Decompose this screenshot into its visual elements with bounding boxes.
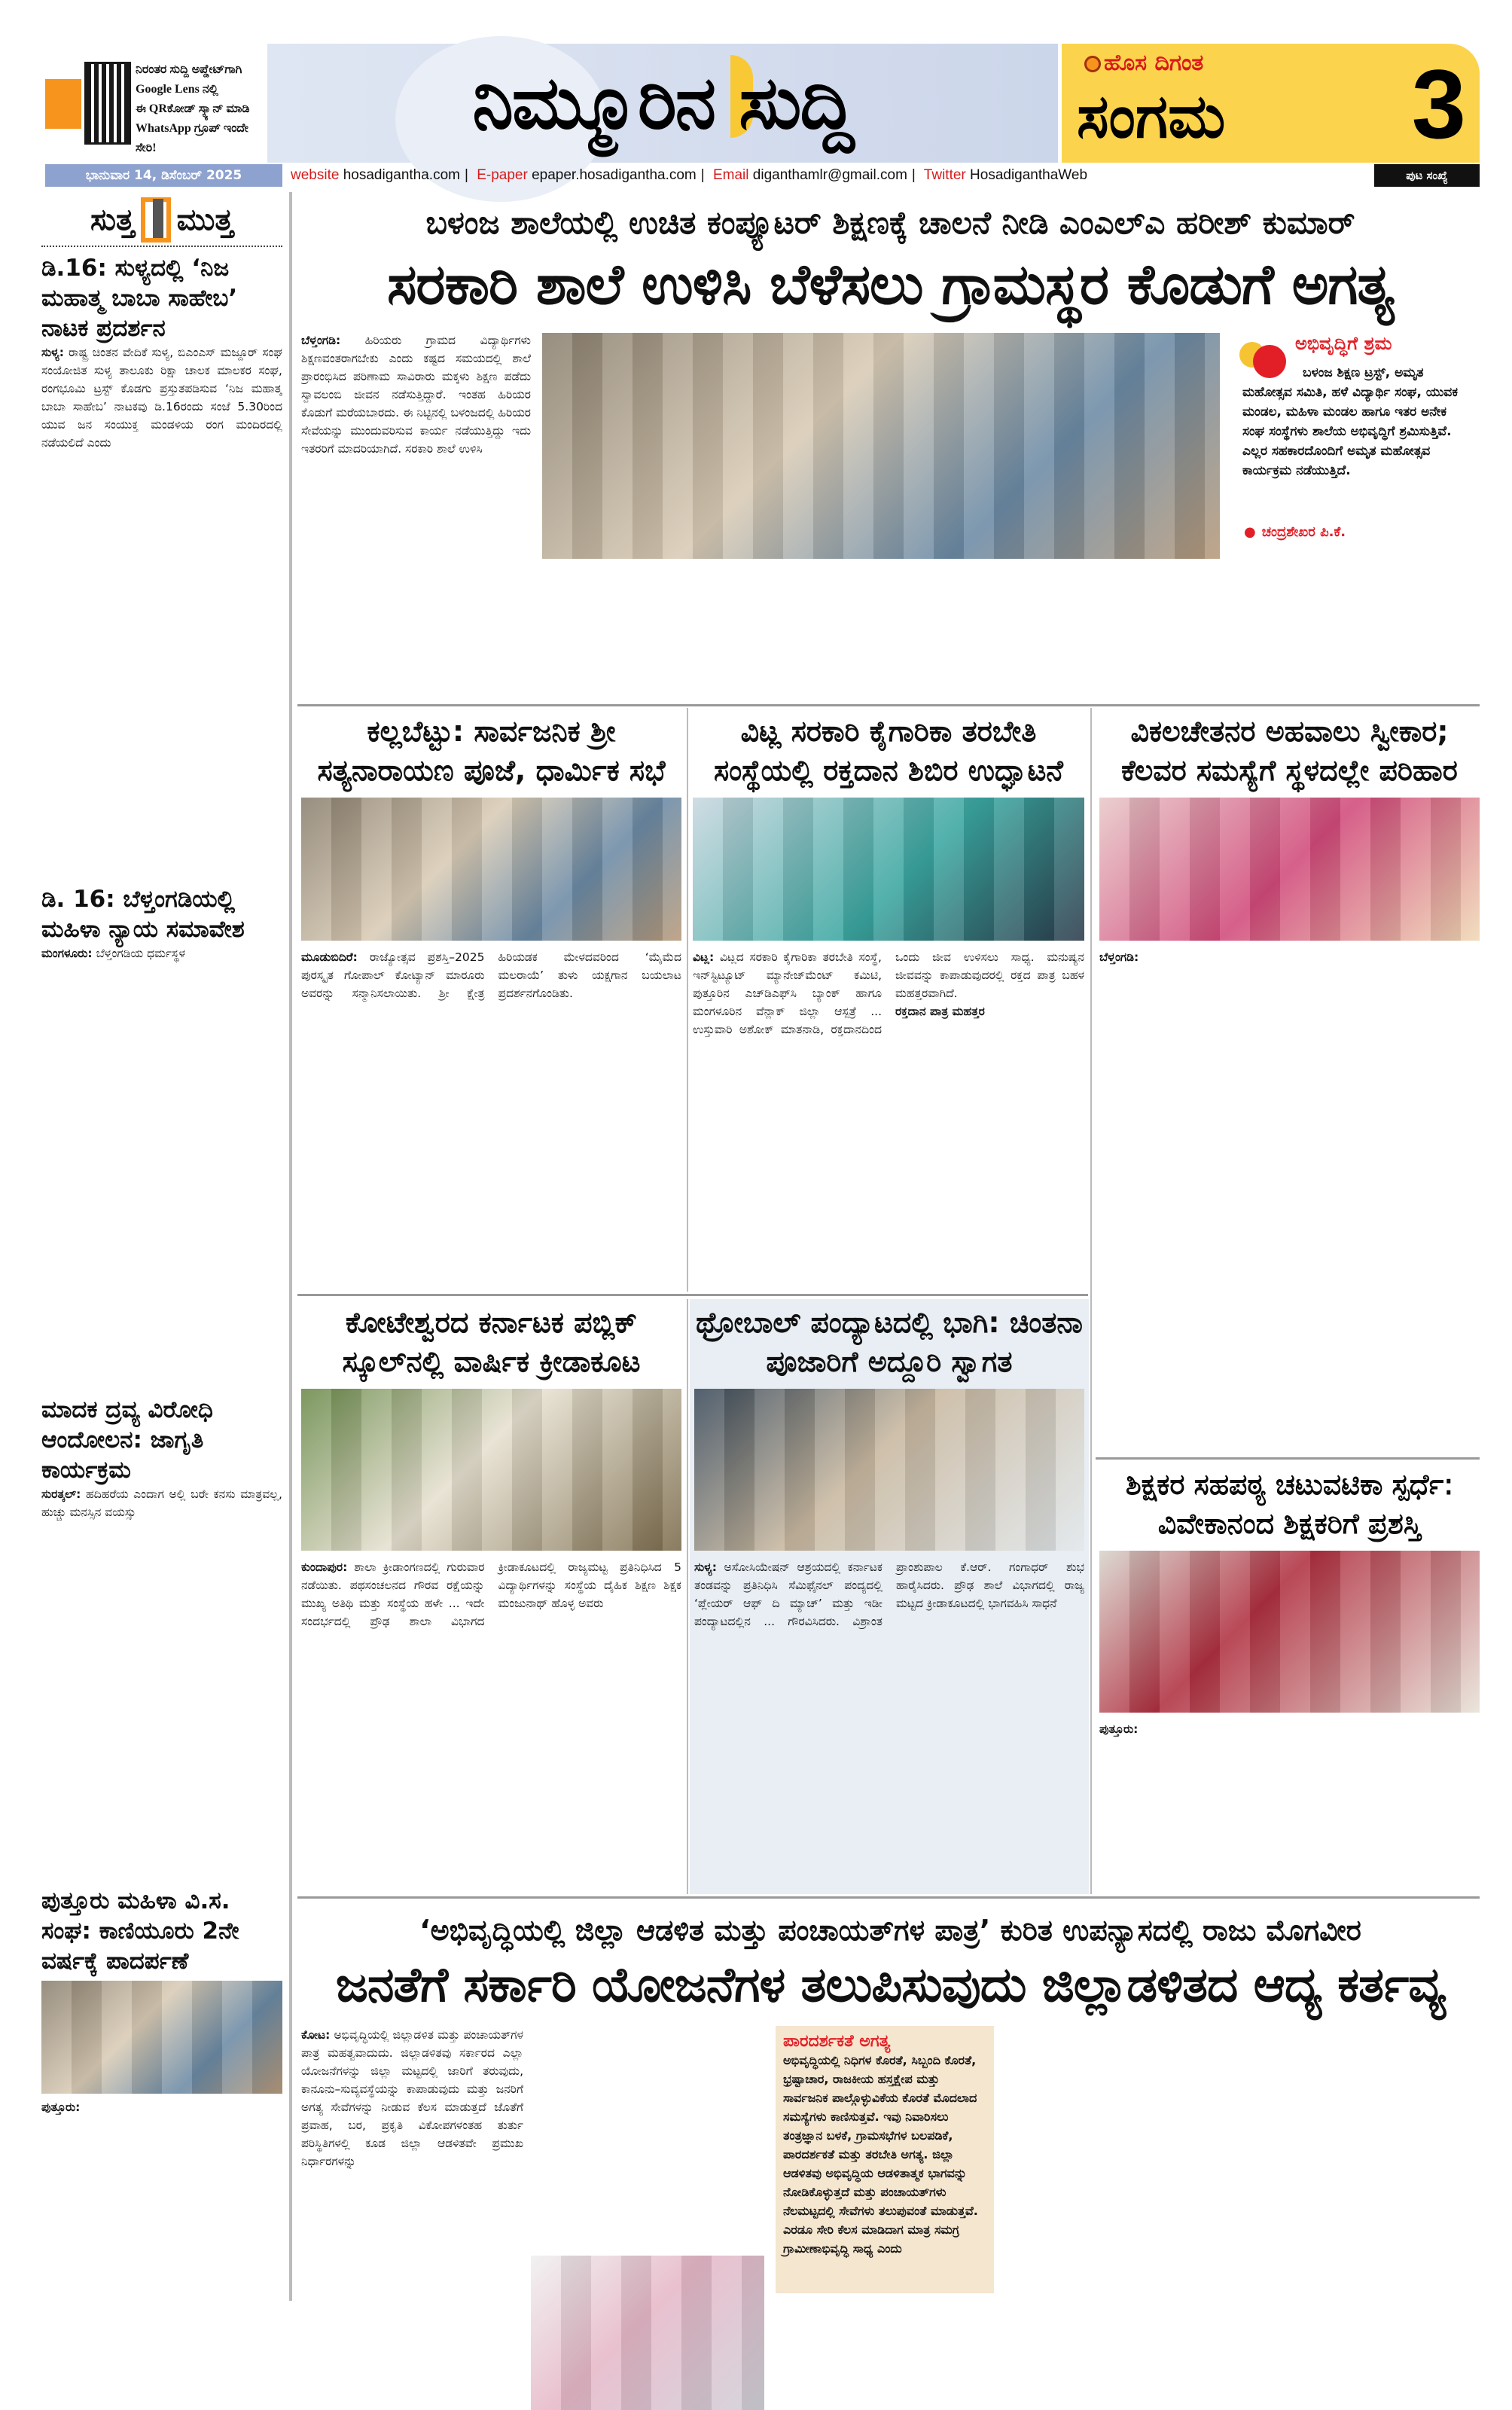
dateline: ವಿಟ್ಲ: (693, 950, 715, 964)
divider (1096, 1457, 1480, 1460)
brief-body (41, 944, 282, 962)
brief-headline: ಮಾದಕ ದ್ರವ್ಯ ವಿರೋಧಿ ಆಂದೋಲನ: ಜಾಗೃತಿ ಕಾರ್ಯಕ್ರಮ (41, 1396, 213, 1484)
supplement-banner (1062, 44, 1480, 163)
sidebar-text: ಬಳಂಜ ಶಿಕ್ಷಣ ಟ್ರಸ್ಟ್, ಅಮೃತ ಮಹೋತ್ಸವ ಸಮಿತಿ, ಹಳೆ ವಿದ್ಯಾರ್ಥಿ ಸಂಘ, ಯುವಕ ಮಂಡಲ, ಮಹಿಳಾ ಮಂಡಲ ಹಾಗೂ ಇತರ ಅನೇಕ ಸಂಘ ಸಂಸ್ಥೆಗಳು ಶಾಲೆಯ ಅಭಿವೃದ್ಧಿಗೆ ಶ್ರಮಿಸುತ್ತಿವೆ. ಎಲ್ಲರ ಸಹಕಾರದೊಂದಿಗೆ ಅಮೃತ ಮಹೋತ್ಸವ ಕಾರ್ಯಕ್ರಮ ನಡೆಯುತ್ತಿದೆ. (1242, 365, 1458, 478)
supplement-title: ಸಂಗಮ (1077, 81, 1226, 151)
article-shikshakara (1099, 1465, 1480, 1890)
brief-article (41, 884, 282, 962)
dateline: ಸುಳ್ಯ: (41, 346, 64, 359)
article-body (694, 1558, 1084, 1882)
qr-line: WhatsApp ಗ್ರೂಪ್ ಇಂದೇ ಸೇರಿ! (136, 122, 248, 154)
sidebar-quote-box (1235, 331, 1476, 550)
box-title: ಪಾರದರ್ಶಕತೆ ಅಗತ್ಯ (783, 2032, 891, 2051)
contact-label: Twitter (923, 167, 966, 183)
brief-body (41, 1485, 282, 1521)
brief-article (41, 253, 282, 452)
transparency-box (776, 2026, 994, 2293)
divider (297, 1896, 1480, 1899)
dateline: ಪುತ್ತೂರು: (41, 2100, 81, 2114)
article-throwball (690, 1299, 1089, 1894)
qr-code-icon[interactable] (84, 62, 131, 145)
page-number: 3 (1411, 49, 1466, 159)
bottom-story-body (301, 2026, 523, 2297)
sidebar-title: ಅಭಿವೃದ್ಧಿಗೆ ಶ್ರಮ (1295, 333, 1392, 354)
top-story-headline: ಸರಕಾರಿ ಶಾಲೆ ಉಳಿಸಿ ಬೆಳೆಸಲು ಗ್ರಾಮಸ್ಥರ ಕೊಡುಗೆ ಅಗತ್ಯ (387, 252, 1394, 317)
box-text: ಅಭಿವೃದ್ಧಿಯಲ್ಲಿ ನಿಧಿಗಳ ಕೊರತೆ, ಸಿಬ್ಬಂದಿ ಕೊರತೆ, ಭ್ರಷ್ಟಾಚಾರ, ರಾಜಕೀಯ ಹಸ್ತಕ್ಷೇಪ ಮತ್ತು ಸಾರ್ವಜನಿಕ ಪಾಲ್ಗೊಳ್ಳುವಿಕೆಯ ಕೊರತೆ ಮೊದಲಾದ ಸಮಸ್ಯೆಗಳು ಕಾಣಿಸುತ್ತವೆ. ಇವು ನಿವಾರಿಸಲು ತಂತ್ರಜ್ಞಾನ ಬಳಕೆ, ಗ್ರಾಮಸಭೆಗಳ ಬಲಪಡಿಕೆ, ಪಾರದರ್ಶಕತೆ ಮತ್ತು ತರಬೇತಿ ಅಗತ್ಯ. ಜಿಲ್ಲಾ ಆಡಳಿತವು ಅಭಿವೃದ್ಧಿಯ ಆಡಳಿತಾತ್ಮಕ ಭಾಗವನ್ನು ನೋಡಿಕೊಳ್ಳುತ್ತದೆ ಮತ್ತು ಪಂಚಾಯತ್‌ಗಳು ನೆಲಮಟ್ಟದಲ್ಲಿ ಸೇವೆಗಳು ತಲುಪುವಂತೆ ಮಾಡುತ್ತವೆ. ಎರಡೂ ಸೇರಿ ಕೆಲಸ ಮಾಡಿದಾಗ ಮಾತ್ರ ಸಮಗ್ರ ಗ್ರಾಮೀಣಾಭಿವೃದ್ಧಿ ಸಾಧ್ಯ ಎಂದು (783, 2053, 978, 2256)
photo (41, 1981, 282, 2094)
column-divider (687, 1299, 688, 1894)
column-divider (1090, 708, 1092, 1894)
body-text: ಅಸೋಸಿಯೇಷನ್ ಆಶ್ರಯದಲ್ಲಿ ಕರ್ನಾಟಕ ತಂಡವನ್ನು ಪ್ರತಿನಿಧಿಸಿ ಸೆಮಿಫೈನಲ್ ಪಂದ್ಯದಲ್ಲಿ ‘ಪ್ಲೇಯರ್ ಆಫ್ ದಿ ಮ್ಯಾಚ್’ ಮತ್ತು ಇಡೀ ಪಂದ್ಯಾಟದಲ್ಲಿನ ... ಗೌರವಿಸಿದರು. ವಿಶ್ರಾಂತ ಪ್ರಾಂಶುಪಾಲ ಕೆ.ಆರ್. ಗಂಗಾಧರ್ ಶುಭ ಹಾರೈಸಿದರು. ಪ್ರೌಢ ಶಾಲೆ ವಿಭಾಗದಲ್ಲಿ ರಾಜ್ಯ ಮಟ್ಟದ ಕ್ರೀಡಾಕೂಟದಲ್ಲಿ ಭಾಗವಹಿಸಿ ಸಾಧನೆ (694, 1560, 1084, 1628)
contact-label: website (291, 167, 340, 183)
dateline: ಸುರತ್ಕಲ್: (41, 1487, 81, 1501)
article-koteshwara (301, 1303, 681, 1890)
qr-instructions (136, 60, 271, 158)
orange-block (45, 79, 81, 129)
photo (1099, 798, 1480, 941)
top-story-body (301, 331, 531, 700)
left-column (41, 194, 282, 2303)
bottom-story-headline: ಜನತೆಗೆ ಸರ್ಕಾರಿ ಯೋಜನೆಗಳ ತಲುಪಿಸುವುದು ಜಿಲ್ಲಾಡಳಿತದ ಆದ್ಯ ಕರ್ತವ್ಯ (335, 1957, 1446, 2013)
body-text: ಅಭಿವೃದ್ಧಿಯಲ್ಲಿ ಜಿಲ್ಲಾಡಳಿತ ಮತ್ತು ಪಂಚಾಯತ್‌ಗಳ ಪಾತ್ರ ಮಹತ್ವವಾದುದು. ಜಿಲ್ಲಾಡಳಿತವು ಸರ್ಕಾರದ ಎಲ್ಲಾ ಯೋಜನೆಗಳನ್ನು ಜಿಲ್ಲಾ ಮಟ್ಟದಲ್ಲಿ ಜಾರಿಗೆ ತರುವುದು, ಕಾನೂನು–ಸುವ್ಯವಸ್ಥೆಯನ್ನು ಕಾಪಾಡುವುದು ಮತ್ತು ಜನರಿಗೆ ಅಗತ್ಯ ಸೇವೆಗಳನ್ನು ನೀಡುವ ಕೆಲಸ ಮಾಡುತ್ತದೆ ಜೊತೆಗೆ ಪ್ರವಾಹ, ಬರ, ಪ್ರಕೃತಿ ವಿಕೋಪಗಳಂತಹ ತುರ್ತು ಪರಿಸ್ಥಿತಿಗಳಲ್ಲಿ ಕೂಡ ಜಿಲ್ಲಾ ಆಡಳಿತವೇ ಪ್ರಮುಖ ನಿರ್ಧಾರಗಳನ್ನು (301, 2028, 523, 2168)
body-text: ವಿಟ್ಲದ ಸರಕಾರಿ ಕೈಗಾರಿಕಾ ತರಬೇತಿ ಸಂಸ್ಥೆ, ಇನ್‌ಸ್ಟಿಟ್ಯೂಟ್ ಮ್ಯಾನೇಜ್‌ಮೆಂಟ್ ಕಮಿಟಿ, ಪುತ್ತೂರಿನ ಎಚ್‌ಡಿಎಫ್‌ಸಿ ಬ್ಯಾಂಕ್ ಹಾಗೂ ಮಂಗಳೂರಿನ ವೆನ್ಲಾಕ್ ಜಿಲ್ಲಾ ಆಸ್ಪತ್ರೆ ... ಉಸ್ತುವಾರಿ ಅಶೋಕ್ ಮಾತನಾಡಿ, ರಕ್ತದಾನದಿಂದ ಒಂದು ಜೀವ ಉಳಿಸಲು ಸಾಧ್ಯ. ಮನುಷ್ಯನ ಜೀವವನ್ನು ಕಾಪಾಡುವುದರಲ್ಲಿ ರಕ್ತದ ಪಾತ್ರ ಬಹಳ ಮಹತ್ತರವಾಗಿದೆ. (693, 950, 1084, 1036)
epaper-link[interactable]: epaper.hosadigantha.com (532, 167, 697, 183)
contact-label: Email (712, 167, 749, 183)
article-vitla (693, 712, 1084, 1292)
brand-logo (1084, 50, 1203, 76)
article-headline: ವಿಕಲಚೇತನರ ಅಹವಾಲು ಸ್ವೀಕಾರ; ಕೆಲವರ ಸಮಸ್ಯೆಗೆ ಸ್ಥಳದಲ್ಲೇ ಪರಿಹಾರ (1121, 715, 1458, 787)
body-text: ಶಾಲಾ ಕ್ರೀಡಾಂಗಣದಲ್ಲಿ ಗುರುವಾರ ನಡೆಯಿತು. ಪಥಸಂಚಲನದ ಗೌರವ ರಕ್ಷೆಯನ್ನು ಮುಖ್ಯ ಅತಿಥಿ ಮತ್ತು ಸಂಸ್ಥೆಯ ಹಳೇ ... ಇದೇ ಸಂದರ್ಭದಲ್ಲಿ ಪ್ರೌಢ ಶಾಲಾ ವಿಭಾಗದ ಕ್ರೀಡಾಕೂಟದಲ್ಲಿ ರಾಜ್ಯಮಟ್ಟ ಪ್ರತಿನಿಧಿಸಿದ 5 ವಿದ್ಯಾರ್ಥಿಗಳನ್ನು ಸಂಸ್ಥೆಯ ದೈಹಿಕ ಶಿಕ್ಷಣ ಶಿಕ್ಷಕ ಮಂಜುನಾಥ್ ಹೊಳ್ಳ ಅವರು (301, 1560, 681, 1628)
body-text: ಬೆಳ್ತಂಗಡಿಯ ಧರ್ಮಸ್ಥಳ (96, 947, 186, 960)
article-headline: ವಿಟ್ಲ ಸರಕಾರಿ ಕೈಗಾರಿಕಾ ತರಬೇತಿ ಸಂಸ್ಥೆಯಲ್ಲಿ ರಕ್ತದಾನ ಶಿಬಿರ ಉದ್ಘಾಟನೆ (714, 715, 1063, 787)
masthead-banner (267, 44, 1058, 163)
photo (693, 798, 1084, 941)
qr-line: Google Lens ನಲ್ಲಿ (136, 83, 218, 96)
subhead: ರಕ್ತದಾನ ಪಾತ್ರ ಮಹತ್ತರ (895, 1005, 985, 1018)
article-kallabettu (301, 712, 681, 1292)
twitter-link[interactable]: HosadiganthaWeb (970, 167, 1088, 183)
qr-line: ನಿರಂತರ ಸುದ್ದಿ ಅಪ್ಡೇಟ್‌ಗಾಗಿ (136, 63, 242, 76)
article-headline: ಕೋಟೇಶ್ವರದ ಕರ್ನಾಟಕ ಪಬ್ಲಿಕ್ ಸ್ಕೂಲ್‌ನಲ್ಲಿ ವಾರ್ಷಿಕ ಕ್ರೀಡಾಕೂಟ (342, 1306, 641, 1378)
contact-label: E-paper (477, 167, 528, 183)
qr-line: ಈ QRಕೋಡ್ ಸ್ಕ್ಯಾನ್ ಮಾಡಿ (136, 102, 250, 115)
article-body (301, 1558, 681, 1882)
email-link[interactable]: diganthamlr@gmail.com (752, 167, 907, 183)
body-text: ಹಿರಿಯರು ಗ್ರಾಮದ ವಿದ್ಯಾರ್ಥಿಗಳು ಶಿಕ್ಷಣವಂತರಾಗಬೇಕು ಎಂದು ಕಷ್ಟದ ಸಮಯದಲ್ಲಿ ಶಾಲೆ ಪ್ರಾರಂಭಿಸಿದ ಪರಿಣಾಮ ಸಾವಿರಾರು ಮಕ್ಕಳು ಶಿಕ್ಷಣ ಪಡೆದು ಸ್ವಾವಲಂಬಿ ಜೀವನ ನಡೆಸುತ್ತಿದ್ದಾರೆ. ಇಂತಹ ಹಿರಿಯರ ಕೊಡುಗೆ ಮರೆಯಬಾರದು. ಈ ನಿಟ್ಟಿನಲ್ಲಿ ಬಳಂಜದಲ್ಲಿ ಹಿರಿಯರ ಸೇವೆಯನ್ನು ಮುಂದುವರಿಸುವ ಕಾರ್ಯ ನಡೆಯುತ್ತಿದ್ದು ಇದು ಇತರರಿಗೆ ಮಾದರಿಯಾಗಿದೆ. ಸರಕಾರಿ ಶಾಲೆ ಉಳಿಸಿ (301, 334, 531, 456)
section-title-b: ಮುತ್ತ (176, 203, 233, 237)
brief-body (41, 343, 282, 452)
contact-bar: website hosadigantha.com | E-paper epaper.hosadigantha.com | Email diganthamlr@gmail.com | Twitter HosadiganthaWeb (291, 167, 1088, 183)
article-body (1099, 1720, 1480, 1886)
bottom-story-photo (531, 2256, 764, 2410)
article-headline: ಕಲ್ಲಬೆಟ್ಟು: ಸಾರ್ವಜನಿಕ ಶ್ರೀ ಸತ್ಯನಾರಾಯಣ ಪೂಜೆ, ಧಾರ್ಮಿಕ ಸಭೆ (317, 715, 666, 787)
photo (1099, 1551, 1480, 1713)
website-link[interactable]: hosadigantha.com (343, 167, 460, 183)
dateline: ಪುತ್ತೂರು: (1099, 1722, 1139, 1736)
brief-body (41, 2098, 282, 2116)
body-text: ರಾಜ್ಯೋತ್ಸವ ಪ್ರಶಸ್ತಿ–2025 ಪುರಸ್ಕೃತ ಗೋಪಾಲ್ ಕೋಟ್ಯಾನ್ ಮಾರೂರು ಅವರನ್ನು ಸನ್ಮಾನಿಸಲಾಯಿತು. ಶ್ರೀ ಕ್ಷೇತ್ರ ಹಿರಿಯಡಕ ಮೇಳದವರಿಂದ ‘ಮೈಮೆದ ಮಲರಾಯೆ’ ತುಳು ಯಕ್ಷಗಾನ ಬಯಲಾಟ ಪ್ರದರ್ಶನಗೊಂಡಿತು. (301, 950, 681, 1000)
dateline: ಬೆಳ್ತಂಗಡಿ: (301, 334, 341, 347)
article-vikalachetanara (1099, 712, 1480, 1457)
top-story-kicker: ಬಳಂಜ ಶಾಲೆಯಲ್ಲಿ ಉಚಿತ ಕಂಪ್ಯೂಟರ್ ಶಿಕ್ಷಣಕ್ಕೆ ಚಾಲನೆ ನೀಡಿ ಎಂಎಲ್ಎ ಹರೀಶ್ ಕುಮಾರ್ (425, 204, 1355, 241)
brief-article (41, 1395, 282, 1521)
brief-article (41, 1886, 282, 2116)
door-icon (141, 197, 171, 243)
article-headline: ಶಿಕ್ಷಕರ ಸಹಪಠ್ಯ ಚಟುವಟಿಕಾ ಸ್ಪರ್ಧೆ: ವಿವೇಕಾನಂದ ಶಿಕ್ಷಕರಿಗೆ ಪ್ರಶಸ್ತಿ (1125, 1468, 1454, 1540)
photo (301, 798, 681, 941)
brief-headline: ಡಿ.16: ಸುಳ್ಯದಲ್ಲಿ ‘ನಿಜ ಮಹಾತ್ಮ ಬಾಬಾ ಸಾಹೇಬ’ ನಾಟಕ ಪ್ರದರ್ಶನ (41, 255, 238, 342)
section-title (41, 194, 282, 247)
column-divider (289, 192, 292, 2301)
bottom-story-kicker: ‘ಅಭಿವೃದ್ಧಿಯಲ್ಲಿ ಜಿಲ್ಲಾ ಆಡಳಿತ ಮತ್ತು ಪಂಚಾಯತ್‌ಗಳ ಪಾತ್ರ’ ಕುರಿತ ಉಪನ್ಯಾಸದಲ್ಲಿ ರಾಜು ಮೊಗವೀರ (419, 1914, 1361, 1947)
top-story-photo (542, 333, 1220, 559)
column-divider (687, 708, 688, 1292)
masthead-title: ನಿಮ್ಮೂರಿನ ಸುದ್ದಿ (472, 60, 853, 146)
dateline: ಕುಂದಾಪುರ: (301, 1560, 348, 1574)
date: ಭಾನುವಾರ 14, ಡಿಸೆಂಬರ್ 2025 (45, 164, 282, 187)
body-text: ಹದಿಹರೆಯ ಎಂದಾಗ ಅಲ್ಲಿ ಬರೇ ಕನಸು ಮಾತ್ರವಲ್ಲ, ಹುಚ್ಚು ಮನಸ್ಸಿನ ವಯಸ್ಸು (41, 1487, 282, 1519)
photo (694, 1389, 1084, 1551)
article-body (1099, 948, 1480, 1445)
body-text: ರಾಷ್ಟ್ರ ಚಿಂತನ ವೇದಿಕೆ ಸುಳ್ಯ, ಬಿಎಂಎಸ್ ಮಜ್ದೂರ್ ಸಂಘ ಸಂಯೋಜಿತ ಸುಳ್ಯ ತಾಲೂಕು ರಿಕ್ಷಾ ಚಾಲಕ ಮಾಲಕರ ಸಂಘ, ರಂಗಭೂಮಿ ಟ್ರಸ್ಟ್ ಕೊಡಗು ಪ್ರಸ್ತುತಪಡಿಸುವ ‘ನಿಜ ಮಹಾತ್ಮ ಬಾಬಾ ಸಾಹೇಬ’ ನಾಟಕವು ಡಿ.16ರಂದು ಸಂಜೆ 5.30ರಿಂದ ಯುವ ಜನ ಸಂಯುಕ್ತ ಮಂಡಳಿಯ ರಂಗ ಮಂದಿರದಲ್ಲಿ ನಡೆಯಲಿದೆ ಎಂದು (41, 346, 282, 450)
brief-headline: ಡಿ. 16: ಬೆಳ್ತಂಗಡಿಯಲ್ಲಿ ಮಹಿಳಾ ನ್ಯಾಯ ಸಮಾವೇಶ (41, 886, 245, 943)
dateline: ಮೂಡುಬಿದಿರೆ: (301, 950, 358, 964)
photo (301, 1389, 681, 1551)
dateline: ಕೋಟ: (301, 2028, 331, 2042)
brand-logo-icon (1084, 56, 1101, 72)
brief-headline: ಪುತ್ತೂರು ಮಹಿಳಾ ವಿ.ಸ. ಸಂಘ: ಕಾಣಿಯೂರು 2ನೇ ವರ್ಷಕ್ಕೆ ಪಾದರ್ಪಣೆ (41, 1887, 239, 1975)
author: ● ಚಂದ್ರಶೇಖರ ಪಿ.ಕೆ. (1244, 524, 1346, 540)
section-title-a: ಸುತ್ತ (90, 203, 135, 237)
dateline: ಮಂಗಳೂರು: (41, 947, 93, 960)
brand-name: ಹೊಸ ದಿಗಂತ (1104, 50, 1204, 76)
divider (297, 1294, 1088, 1296)
article-body (693, 948, 1084, 1280)
article-body (301, 948, 681, 1280)
dateline: ಸುಳ್ಯ: (694, 1560, 717, 1574)
dateline: ಬೆಳ್ತಂಗಡಿ: (1099, 950, 1139, 964)
divider (297, 704, 1480, 706)
article-headline: ಥ್ರೋಬಾಲ್ ಪಂದ್ಯಾಟದಲ್ಲಿ ಭಾಗಿ: ಚಿಂತನಾ ಪೂಜಾರಿಗೆ ಅದ್ದೂರಿ ಸ್ವಾಗತ (696, 1306, 1083, 1378)
page-label: ಪುಟ ಸಂಖ್ಯೆ (1374, 164, 1480, 187)
